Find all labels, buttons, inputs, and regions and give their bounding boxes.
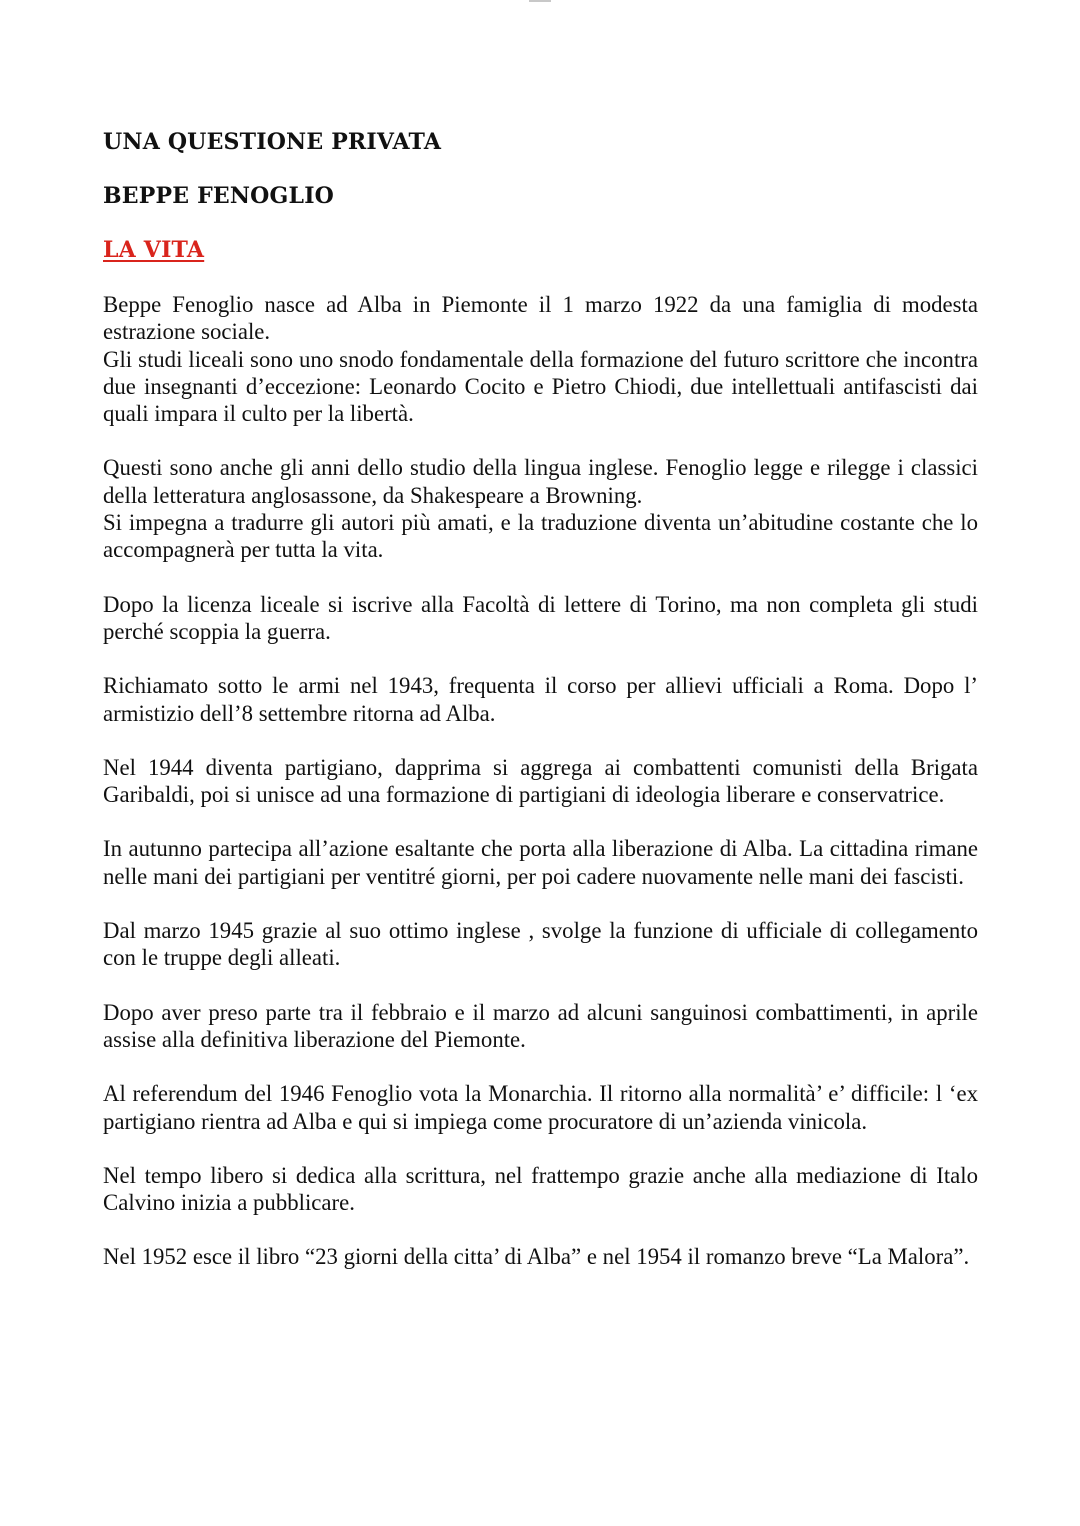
paragraph-line: Nel 1944 diventa partigiano, dapprima si aggrega ai combattenti comunisti della Brigata Garibaldi, poi si unisce ad una formazione di partigiani di ideologia liberare e conservatrice. <box>103 754 978 808</box>
paragraph <box>103 454 978 563</box>
paragraph-line: Al referendum del 1946 Fenoglio vota la Monarchia. Il ritorno alla normalità’ e’ difficile: l ‘ex partigiano rientra ad Alba e qui si impiega come procuratore di un’azienda vinicola. <box>103 1081 978 1134</box>
paragraph-line: Dopo aver preso parte tra il febbraio e il marzo ad alcuni sanguinosi combattimenti, in aprile assise alla definitiva liberazione del Piemonte. <box>103 999 978 1052</box>
paragraph <box>103 1243 978 1270</box>
section-heading-la-vita: LA VITA <box>103 237 205 263</box>
paragraph <box>103 999 978 1054</box>
paragraph-line: Dopo la licenza liceale si iscrive alla Facoltà di lettere di Torino, ma non completa gli studi perché scoppia la guerra. <box>103 591 978 644</box>
paragraph-line: Si impegna a tradurre gli autori più amati, e la traduzione diventa un’abitudine costante che lo accompagnerà per tutta la vita. <box>103 510 978 563</box>
paragraph <box>103 672 978 727</box>
paragraph-line: Questi sono anche gli anni dello studio della lingua inglese. Fenoglio legge e rilegge i classici della letteratura anglosassone, da Shakespeare a Browning. <box>103 455 978 508</box>
paragraph <box>103 917 978 972</box>
paragraph-line: Beppe Fenoglio nasce ad Alba in Piemonte il 1 marzo 1922 da una famiglia di modesta estrazione sociale. <box>103 292 978 345</box>
paragraph <box>103 591 978 646</box>
paragraph <box>103 1080 978 1135</box>
paragraph-line: Dal marzo 1945 grazie al suo ottimo inglese , svolge la funzione di ufficiale di collegamento con le truppe degli alleati. <box>103 918 978 971</box>
paragraph-line: Nel 1952 esce il libro “23 giorni della citta’ di Alba” e nel 1954 il romanzo breve “La Malora”. <box>103 1244 970 1270</box>
paragraph-line: In autunno partecipa all’azione esaltante che porta alla liberazione di Alba. La cittadina rimane nelle mani dei partigiani per ventitré giorni, per poi cadere nuovamente nelle mani dei fascisti. <box>103 836 978 889</box>
page-top-mark <box>529 0 551 2</box>
document-title: UNA QUESTIONE PRIVATA <box>103 129 442 155</box>
paragraph-line: Gli studi liceali sono uno snodo fondamentale della formazione del futuro scrittore che incontra due insegnanti d’eccezione: Leonardo Cocito e Pietro Chiodi, due intellettuali antifascisti dai quali impara il culto per la libertà. <box>103 346 978 427</box>
document-author: BEPPE FENOGLIO <box>103 183 335 209</box>
paragraph <box>103 291 978 427</box>
paragraph-line: Nel tempo libero si dedica alla scrittura, nel frattempo grazie anche alla mediazione di Italo Calvino inizia a pubblicare. <box>103 1162 978 1216</box>
paragraph-line: Richiamato sotto le armi nel 1943, frequenta il corso per allievi ufficiali a Roma. Dopo l’ armistizio dell’8 settembre ritorna ad Alba. <box>103 673 978 726</box>
paragraph <box>103 1162 978 1217</box>
paragraph <box>103 835 978 890</box>
document-page <box>103 128 978 1298</box>
paragraph <box>103 754 978 809</box>
